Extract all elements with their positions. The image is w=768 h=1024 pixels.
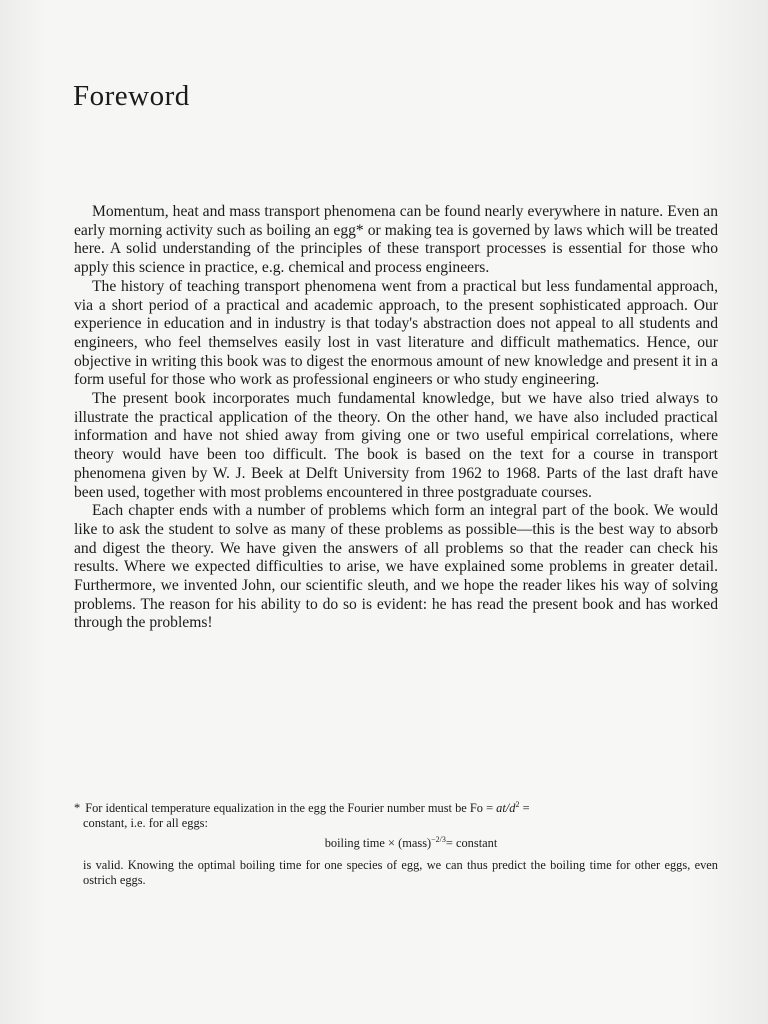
footnote-line-2: constant, i.e. for all eggs:: [83, 816, 208, 830]
page-title: Foreword: [73, 80, 190, 112]
paragraph-2: The history of teaching transport phenomena went from a practical but less fundamental approach, via a short period of a practical and academic approach, to the present sophisticated approach. Our experience in education and in industry is that today's abstraction does not appeal to all students and engineers, who feel themselves easily lost in vast literature and difficult mathematics. Hence, our objective in writing this book was to digest the enormous amount of new knowledge and present it in a form useful for those who work as professional engineers or who study engineering.: [74, 277, 718, 389]
fourier-formula: at/d: [496, 801, 516, 815]
equation-exponent: −2/3: [431, 834, 446, 844]
footnote-equation: [74, 836, 718, 851]
paragraph-4: Each chapter ends with a number of problems which form an integral part of the book. We would like to ask the student to solve as many of these problems as possible—this is the best way to absorb and digest the theory. We have given the answers of all problems so that the reader can check his results. Where we expected difficulties to arise, we have explained some problems in greater detail. Furthermore, we invented John, our scientific sleuth, and we hope the reader likes his way of solving problems. The reason for his ability to do so is evident: he has read the present book and has worked through the problems!: [74, 502, 718, 632]
paragraph-1: Momentum, heat and mass transport phenomena can be found nearly everywhere in nature. Even an early morning activity such as boiling an egg* or making tea is governed by laws which will be treated here. A solid understanding of the principles of these transport processes is essential for those who apply this science in practice, e.g. chemical and process engineers.: [74, 203, 718, 277]
equation-left: boiling time × (mass): [324, 836, 432, 850]
foreword-body: [74, 203, 718, 633]
footnote-marker: *: [74, 801, 81, 815]
footnote-equals: =: [522, 801, 530, 815]
paragraph-3: The present book incorporates much fundamental knowledge, but we have also tried always to illustrate the practical application of the theory. On the other hand, we have also included practical information and have not shied away from giving one or two useful empirical correlations, where theory would have been too difficult. The book is based on the text for a course in transport phenomena given by W. J. Beek at Delft University from 1962 to 1968. Parts of the last draft have been used, together with most problems encountered in three postgraduate courses.: [74, 390, 718, 501]
footnote-line-3: is valid. Knowing the optimal boiling time for one species of egg, we can thus predict the boiling time for other eggs, even ostrich eggs.: [83, 858, 718, 887]
footnote-line-1: [74, 801, 718, 816]
fourier-formula-exponent: 2: [515, 799, 520, 809]
equation-right: = constant: [445, 836, 498, 850]
footnote-text-1: For identical temperature equalization in the egg the Fourier number must be Fo =: [85, 801, 494, 815]
footnote: [74, 801, 718, 888]
